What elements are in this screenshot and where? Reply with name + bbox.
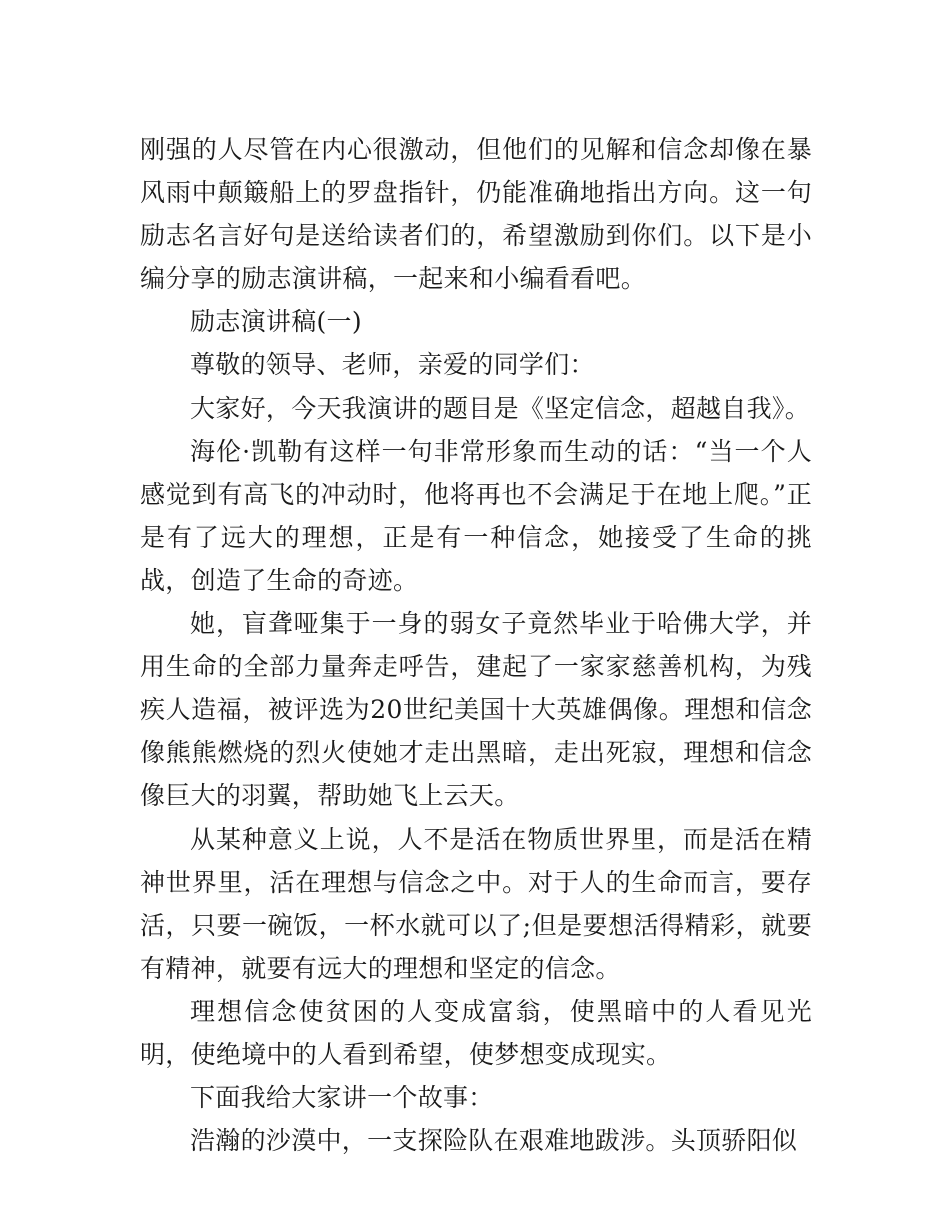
intro-paragraph: 刚强的人尽管在内心很激动，但他们的见解和信念却像在暴风雨中颠簸船上的罗盘指针，仍能准确地指出方向。这一句励志名言好句是送给读者们的，希望激励到你们。以下是小编分享的励志演讲稿，一起来和小编看看吧。 [140,135,812,294]
opening-line: 大家好，今天我演讲的题目是《坚定信念，超越自我》。 [190,393,811,423]
body-paragraph: 从某种意义上说，人不是活在物质世界里，而是活在精神世界里，活在理想与信念之中。对于人的生命而言，要存活，只要一碗饭，一杯水就可以了;但是要想活得精彩，就要有精神，就要有远大的理想和坚定的信念。 [140,824,812,983]
story-intro: 下面我给大家讲一个故事： [190,1083,494,1113]
speech-title: 励志演讲稿(一) [190,307,362,337]
body-paragraph: 她，盲聋哑集于一身的弱女子竟然毕业于哈佛大学，并用生命的全部力量奔走呼告，建起了一家家慈善机构，为残疾人造福，被评选为20世纪美国十大英雄偶像。理想和信念像熊熊燃烧的烈火使她才走出黑暗，走出死寂，理想和信念像巨大的羽翼，帮助她飞上云天。 [140,609,812,811]
salutation: 尊敬的领导、老师，亲爱的同学们： [190,350,595,380]
body-paragraph: 海伦·凯勒有这样一句非常形象而生动的话：“当一个人感觉到有高飞的冲动时，他将再也不会满足于在地上爬。”正是有了远大的理想，正是有一种信念，她接受了生命的挑战，创造了生命的奇迹。 [140,436,812,595]
story-paragraph: 浩瀚的沙漠中，一支探险队在艰难地跋涉。头顶骄阳似 [190,1126,798,1156]
document-body [140,128,812,1162]
body-paragraph: 理想信念使贫困的人变成富翁，使黑暗中的人看见光明，使绝境中的人看到希望，使梦想变成现实。 [140,996,812,1069]
